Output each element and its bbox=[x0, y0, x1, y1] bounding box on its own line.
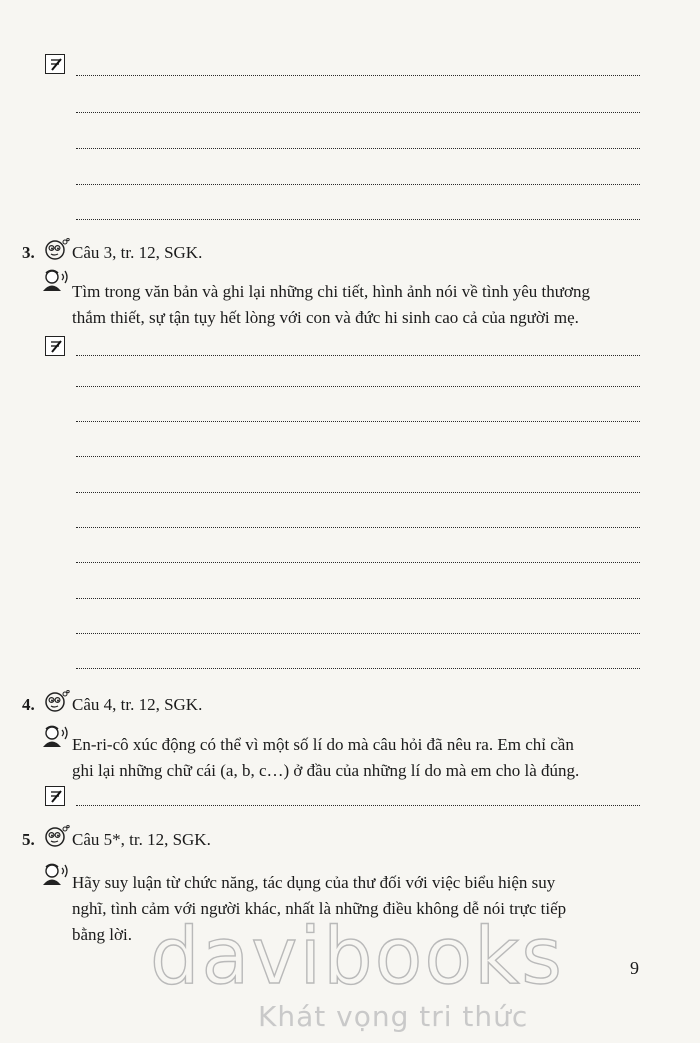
answer-line[interactable] bbox=[76, 562, 640, 563]
question-number: 4. bbox=[22, 695, 35, 714]
watermark-tagline: Khát vọng tri thức bbox=[258, 1000, 529, 1033]
page-number: 9 bbox=[630, 958, 639, 978]
thinking-face-icon bbox=[44, 238, 70, 260]
answer-line[interactable] bbox=[76, 527, 640, 528]
question-title: Câu 3, tr. 12, SGK. bbox=[72, 243, 203, 262]
answer-line[interactable] bbox=[76, 668, 640, 669]
prompt-line: En-ri-cô xúc động có thể vì một số lí do mà câu hỏi đã nêu ra. Em chỉ cần bbox=[72, 735, 574, 754]
prompt-line: Hãy suy luận từ chức năng, tác dụng của thư đối với việc biểu hiện suy bbox=[72, 873, 556, 892]
question-number: 5. bbox=[22, 830, 35, 849]
answer-line[interactable] bbox=[76, 492, 640, 493]
question-title: Câu 5*, tr. 12, SGK. bbox=[72, 830, 211, 849]
watermark-brand: davibooks bbox=[150, 912, 564, 1002]
speaking-person-icon bbox=[40, 862, 70, 886]
answer-line[interactable] bbox=[76, 75, 640, 76]
pencil-note-icon bbox=[45, 336, 65, 356]
answer-line[interactable] bbox=[76, 219, 640, 220]
speaking-person-icon bbox=[40, 268, 70, 292]
question-number: 3. bbox=[22, 243, 35, 262]
question-prompt bbox=[72, 732, 652, 784]
answer-line[interactable] bbox=[76, 805, 640, 806]
prompt-line: bằng lời. bbox=[72, 925, 132, 944]
pencil-note-icon bbox=[45, 54, 65, 74]
answer-line[interactable] bbox=[76, 386, 640, 387]
answer-line[interactable] bbox=[76, 598, 640, 599]
speaking-person-icon bbox=[40, 724, 70, 748]
prompt-line: ghi lại những chữ cái (a, b, c…) ở đầu của những lí do mà em cho là đúng. bbox=[72, 761, 580, 780]
answer-line[interactable] bbox=[76, 421, 640, 422]
thinking-face-icon bbox=[44, 690, 70, 712]
answer-line[interactable] bbox=[76, 112, 640, 113]
prompt-line: Tìm trong văn bản và ghi lại những chi tiết, hình ảnh nói về tình yêu thương bbox=[72, 282, 590, 301]
question-title: Câu 4, tr. 12, SGK. bbox=[72, 695, 203, 714]
prompt-line: nghĩ, tình cảm với người khác, nhất là những điều không dễ nói trực tiếp bbox=[72, 899, 567, 918]
thinking-face-icon bbox=[44, 825, 70, 847]
answer-line[interactable] bbox=[76, 355, 640, 356]
answer-line[interactable] bbox=[76, 184, 640, 185]
pencil-note-icon bbox=[45, 786, 65, 806]
prompt-line: thắm thiết, sự tận tụy hết lòng với con và đức hi sinh cao cả của người mẹ. bbox=[72, 308, 579, 327]
question-prompt bbox=[72, 279, 652, 331]
answer-line[interactable] bbox=[76, 148, 640, 149]
answer-line[interactable] bbox=[76, 456, 640, 457]
answer-line[interactable] bbox=[76, 633, 640, 634]
